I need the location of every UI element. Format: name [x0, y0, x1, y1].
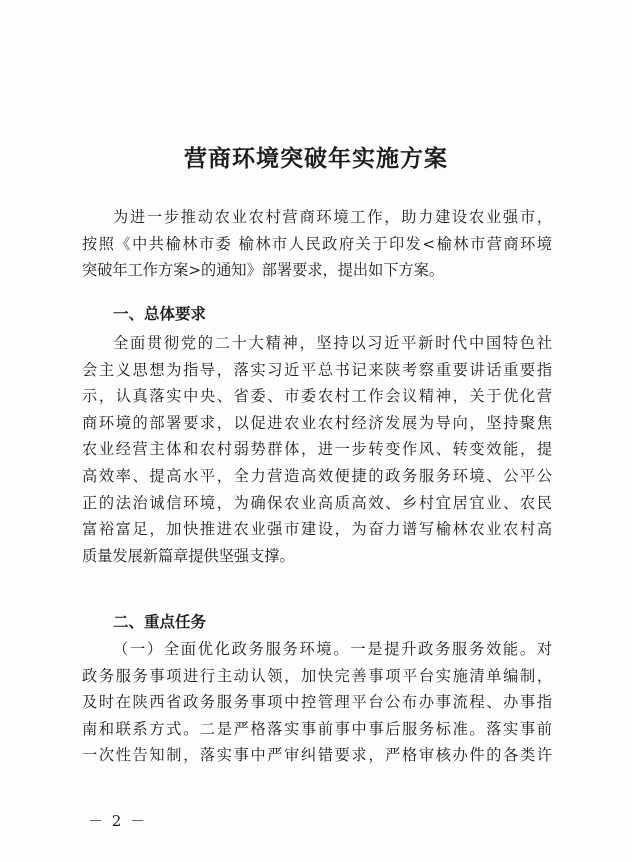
- text-line: 政务服务事项进行主动认领，加快完善事项平台实施清单编制，: [82, 666, 552, 685]
- text-line: 富裕富足，加快推进农业强市建设，为奋力谱写榆林农业农村高: [82, 520, 552, 539]
- text-line: 一次性告知制，落实事中严审纠错要求，严格审核办件的各类许: [82, 746, 552, 765]
- text-line: 高效率、提高水平，全力营造高效便捷的政务服务环境、公平公: [82, 466, 552, 485]
- document-title: 营商环境突破年实施方案: [184, 145, 448, 172]
- section1-paragraph: [82, 330, 552, 569]
- text-line: 商环境的部署要求，以促进农业农村经济发展为导向，坚持聚焦: [82, 413, 552, 432]
- intro-paragraph: [82, 204, 552, 284]
- text-line: 突破年工作方案>的通知》部署要求，提出如下方案。: [82, 261, 445, 280]
- text-line: 正的法治诚信环境，为确保农业高质高效、乡村宜居宜业、农民: [82, 493, 552, 512]
- text-line: 及时在陕西省政务服务事项中控管理平台公布办事流程、办事指: [82, 693, 552, 712]
- text-line: 示，认真落实中央、省委、市委农村工作会议精神，关于优化营: [82, 387, 552, 406]
- text-line: 全面贯彻党的二十大精神，坚持以习近平新时代中国特色社: [113, 334, 552, 352]
- section-heading-key-tasks: 二、重点任务: [113, 613, 207, 631]
- text-line: 为进一步推动农业农村营商环境工作，助力建设农业强市，: [113, 208, 552, 226]
- text-line: 南和联系方式。二是严格落实事前事中事后服务标准。落实事前: [82, 719, 552, 738]
- text-line: （一）全面优化政务服务环境。一是提升政务服务效能。对: [113, 640, 552, 658]
- section-heading-general-requirements: 一、总体要求: [113, 305, 207, 323]
- text-line: 会主义思想为指导，落实习近平总书记来陕考察重要讲话重要指: [82, 360, 552, 379]
- text-line: 质量发展新篇章提供坚强支撑。: [82, 546, 295, 565]
- text-line: 农业经营主体和农村弱势群体，进一步转变作风、转变效能，提: [82, 440, 552, 459]
- text-line: 按照《中共榆林市委 榆林市人民政府关于印发<榆林市营商环境: [82, 234, 552, 253]
- section2-paragraph: [82, 636, 552, 769]
- page-number: － 2 －: [88, 812, 148, 830]
